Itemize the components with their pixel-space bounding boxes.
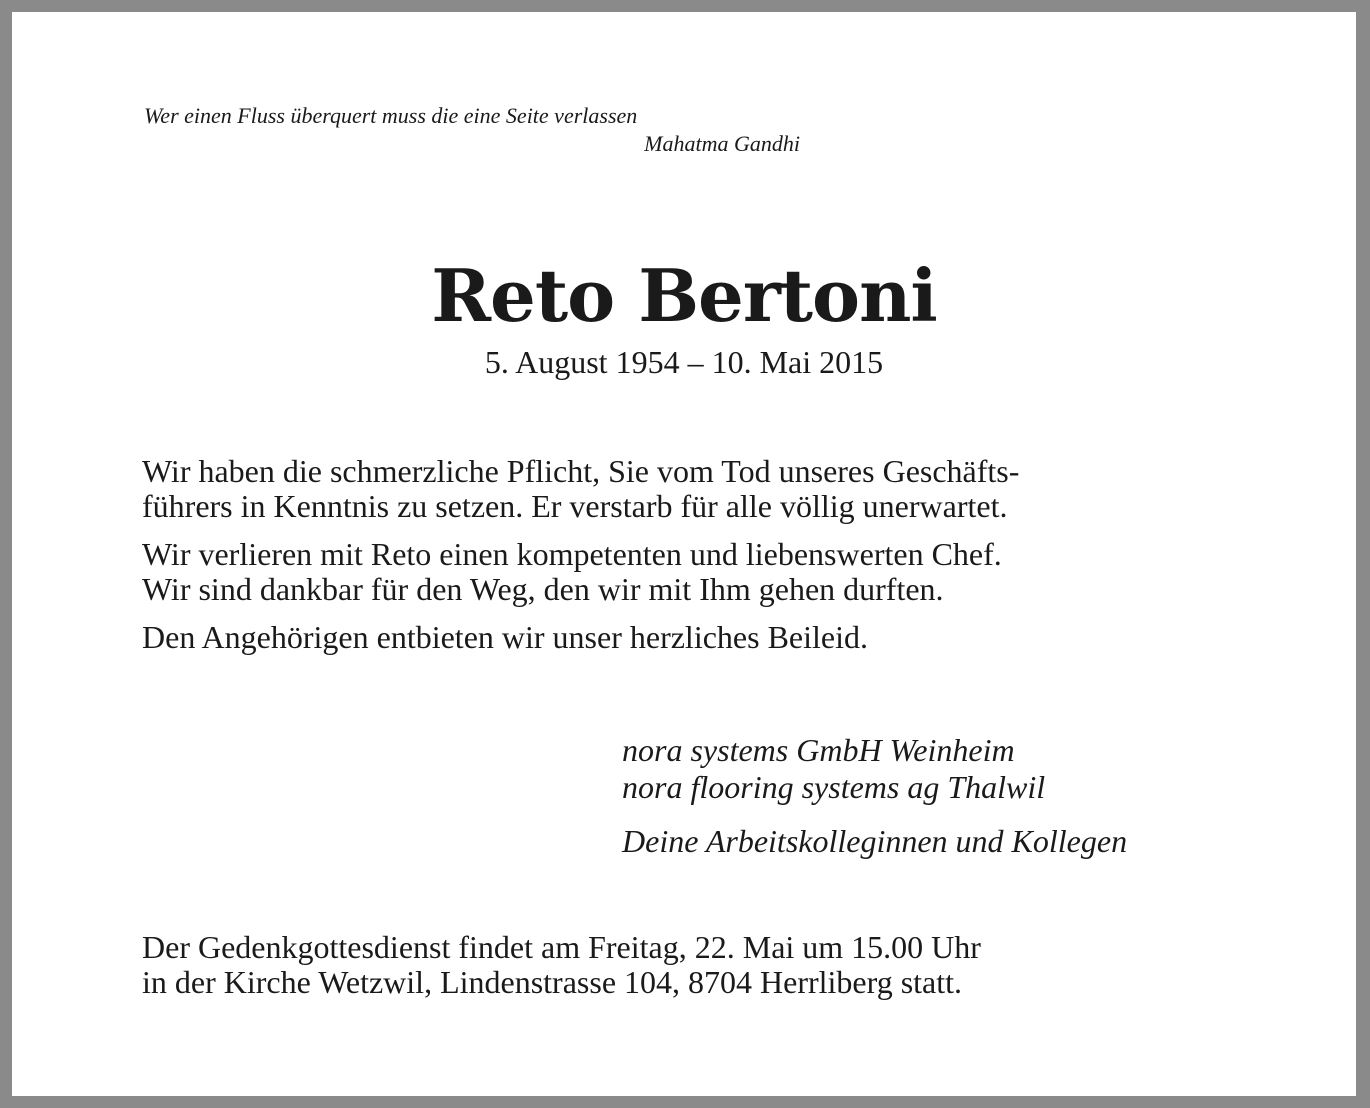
signature-company-1: nora systems GmbH Weinheim xyxy=(622,732,1015,768)
signatures xyxy=(622,732,1262,860)
message-line: Wir haben die schmerzliche Pflicht, Sie vom Tod unseres Geschäfts- xyxy=(142,453,1020,489)
life-dates: 5. August 1954 – 10. Mai 2015 xyxy=(484,344,884,380)
signature-colleagues: Deine Arbeitskolleginnen und Kollegen xyxy=(622,823,1128,859)
deceased-name: Reto Bertoni xyxy=(431,253,937,338)
motto xyxy=(144,102,800,158)
message-paragraph-3 xyxy=(142,620,1252,655)
motto-author: Mahatma Gandhi xyxy=(644,131,800,156)
message-line: führers in Kenntnis zu setzen. Er verstarb für alle völlig unerwartet. xyxy=(142,488,1008,524)
service-line-1: Der Gedenkgottesdienst findet am Freitag, 22. Mai um 15.00 Uhr xyxy=(142,929,981,965)
obituary-notice xyxy=(12,12,1356,1096)
memorial-service-info xyxy=(142,930,1252,1000)
message-paragraph-1 xyxy=(142,454,1252,524)
motto-quote: Wer einen Fluss überquert muss die eine Seite verlassen xyxy=(144,103,638,128)
message-line: Wir verlieren mit Reto einen kompetenten und liebenswerten Chef. xyxy=(142,536,1002,572)
signature-company-2: nora flooring systems ag Thalwil xyxy=(622,769,1046,805)
message-line: Den Angehörigen entbieten wir unser herzliches Beileid. xyxy=(142,619,868,655)
service-line-2: in der Kirche Wetzwil, Lindenstrasse 104, 8704 Herrliberg statt. xyxy=(142,964,963,1000)
message-paragraph-2 xyxy=(142,537,1252,607)
message-body xyxy=(142,454,1252,668)
message-line: Wir sind dankbar für den Weg, den wir mit Ihm gehen durften. xyxy=(142,571,944,607)
